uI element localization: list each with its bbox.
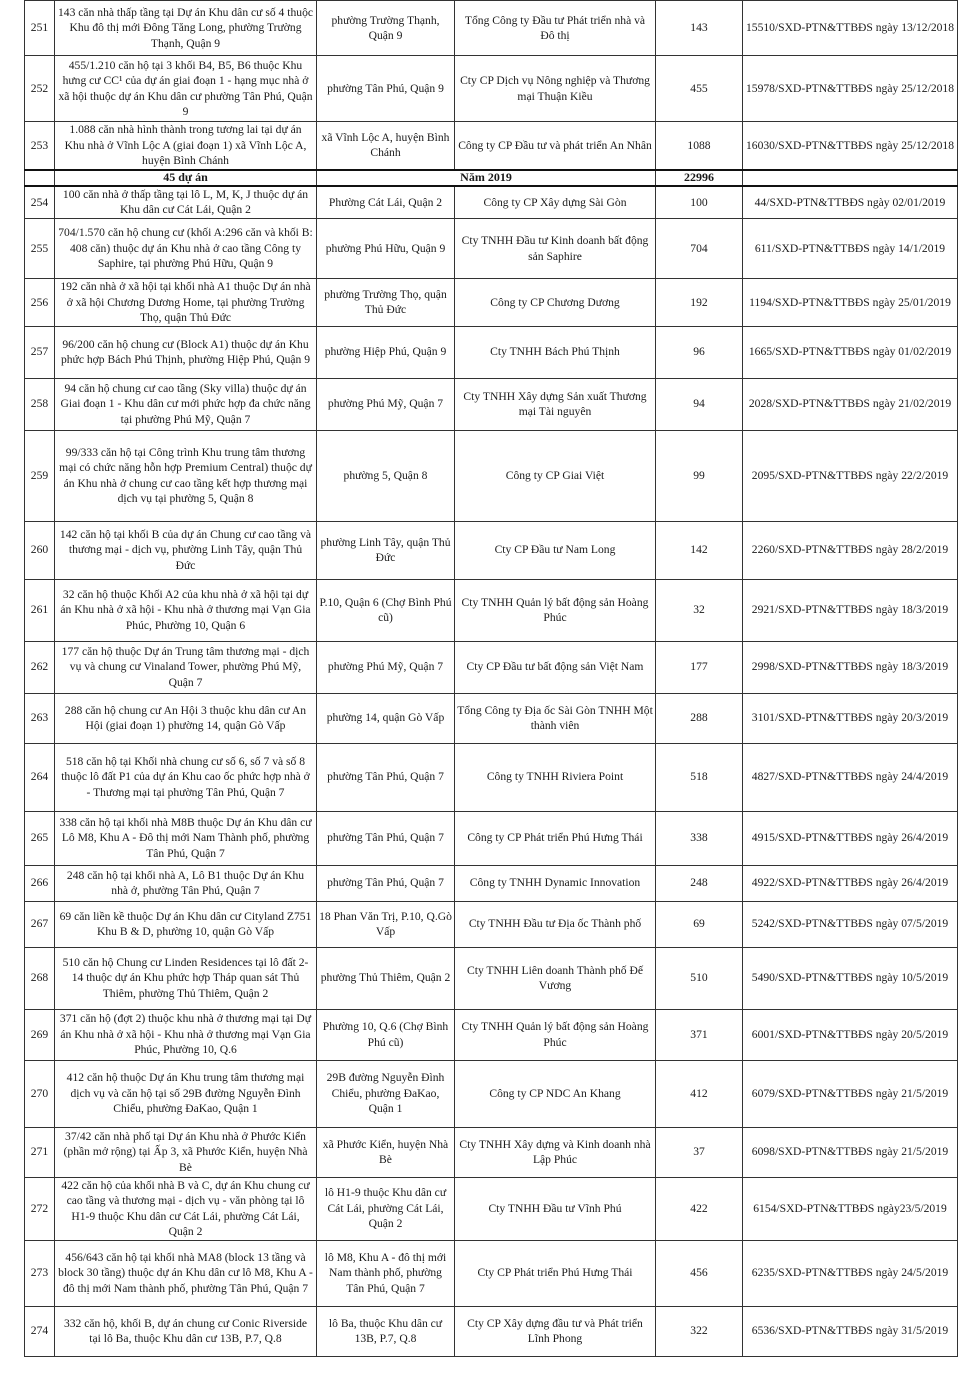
row-number-cell: 252 (25, 56, 55, 122)
project-description-cell: 456/643 căn hộ tại khối nhà MA8 (block 13 tầng và block 30 tầng) thuộc dự án Khu dân cư lô M8, Khu A - đô thị mới Nam thành phố, phường Tân Phú, Quận 7 (55, 1240, 317, 1306)
row-number-cell: 256 (25, 279, 55, 327)
table-row (25, 641, 958, 693)
document-reference-cell: 44/SXD-PTN&TTBĐS ngày 02/01/2019 (743, 186, 958, 219)
investor-cell: Cty TNHH Quản lý bất động sản Hoàng Phúc (455, 579, 656, 641)
document-reference-cell: 4922/SXD-PTN&TTBĐS ngày 26/4/2019 (743, 865, 958, 901)
table-row (25, 122, 958, 170)
unit-count-cell: 338 (656, 811, 743, 865)
location-cell: lô M8, Khu A - đô thị mới Nam thành phố, phường Tân Phú, Quận 7 (317, 1240, 455, 1306)
year-summary-row (25, 170, 958, 186)
unit-count-cell: 322 (656, 1306, 743, 1356)
location-cell: phường Tân Phú, Quận 9 (317, 56, 455, 122)
location-cell: phường Phú Mỹ, Quận 7 (317, 378, 455, 430)
investor-cell: Cty TNHH Đầu tư Kinh doanh bất động sản Saphire (455, 219, 656, 279)
project-description-cell: 100 căn nhà ở thấp tầng tại lô L, M, K, J thuộc dự án Khu dân cư Cát Lái, Quận 2 (55, 186, 317, 219)
table-row (25, 901, 958, 947)
table-row (25, 326, 958, 378)
project-description-cell: 69 căn liền kề thuộc Dự án Khu dân cư Cityland Z751 Khu B & D, phường 10, quận Gò Vấp (55, 901, 317, 947)
project-description-cell: 332 căn hộ, khối B, dự án chung cư Conic Riverside tại lô Ba, thuộc Khu dân cư 13B, P.7, Q.8 (55, 1306, 317, 1356)
project-description-cell: 99/333 căn hộ tại Công trình Khu trung tâm thương mại có chức năng hỗn hợp Premium Central) thuộc dự án Khu nhà ở chung cư cao tầng kết hợp thương mại dịch vụ tại phường 5, Quận 8 (55, 430, 317, 521)
document-reference-cell: 4827/SXD-PTN&TTBĐS ngày 24/4/2019 (743, 743, 958, 811)
table-row (25, 1060, 958, 1127)
document-reference-cell: 3101/SXD-PTN&TTBĐS ngày 20/3/2019 (743, 693, 958, 743)
document-reference-cell: 6001/SXD-PTN&TTBĐS ngày 20/5/2019 (743, 1009, 958, 1060)
unit-count-cell: 37 (656, 1127, 743, 1177)
project-description-cell: 510 căn hộ Chung cư Linden Residences tại lô đất 2-14 thuộc dự án Khu phức hợp Tháp quan sát Thủ Thiêm, phường Thủ Thiêm, Quận 2 (55, 947, 317, 1009)
document-reference-cell: 16030/SXD-PTN&TTBĐS ngày 25/12/2018 (743, 122, 958, 170)
row-number-cell: 260 (25, 521, 55, 579)
unit-count-cell: 142 (656, 521, 743, 579)
document-reference-cell: 5242/SXD-PTN&TTBĐS ngày 07/5/2019 (743, 901, 958, 947)
row-number-cell: 259 (25, 430, 55, 521)
investor-cell: Công ty TNHH Riviera Point (455, 743, 656, 811)
location-cell: P.10, Quận 6 (Chợ Bình Phú cũ) (317, 579, 455, 641)
project-description-cell: 248 căn hộ tại khối nhà A, Lô B1 thuộc Dự án Khu nhà ở, phường Tân Phú, Quận 7 (55, 865, 317, 901)
project-description-cell: 338 căn hộ tại khối nhà M8B thuộc Dự án Khu dân cư Lô M8, Khu A - Đô thị mới Nam Thành phố, phường Tân Phú, Quận 7 (55, 811, 317, 865)
table-row (25, 378, 958, 430)
row-number-cell: 261 (25, 579, 55, 641)
document-reference-cell: 2028/SXD-PTN&TTBĐS ngày 21/02/2019 (743, 378, 958, 430)
table-row (25, 579, 958, 641)
document-page (24, 0, 957, 1357)
document-reference-cell: 2260/SXD-PTN&TTBĐS ngày 28/2/2019 (743, 521, 958, 579)
project-description-cell: 177 căn hộ thuộc Dự án Trung tâm thương mại - dịch vụ và chung cư Vinaland Tower, phường Phú Mỹ, Quận 7 (55, 641, 317, 693)
unit-count-cell: 422 (656, 1177, 743, 1240)
location-cell: phường Thủ Thiêm, Quận 2 (317, 947, 455, 1009)
document-reference-cell: 15510/SXD-PTN&TTBĐS ngày 13/12/2018 (743, 1, 958, 56)
unit-count-cell: 32 (656, 579, 743, 641)
document-reference-cell: 2095/SXD-PTN&TTBĐS ngày 22/2/2019 (743, 430, 958, 521)
investor-cell: Tổng Công ty Địa ốc Sài Gòn TNHH Một thành viên (455, 693, 656, 743)
unit-count-cell: 177 (656, 641, 743, 693)
investor-cell: Công ty CP Chương Dương (455, 279, 656, 327)
location-cell: Phường 10, Q.6 (Chợ Bình Phú cũ) (317, 1009, 455, 1060)
summary-total-cell: 22996 (656, 170, 743, 186)
location-cell: phường 14, quận Gò Vấp (317, 693, 455, 743)
table-body-2018 (25, 1, 958, 170)
row-number-cell: 274 (25, 1306, 55, 1356)
summary-blank-cell (743, 170, 958, 186)
project-description-cell: 32 căn hộ thuộc Khối A2 của khu nhà ở xã hội tại dự án Khu nhà ở xã hội - Khu nhà ở thương mại Vạn Gia Phúc, Phường 10, Quận 6 (55, 579, 317, 641)
row-number-cell: 269 (25, 1009, 55, 1060)
location-cell: phường Tân Phú, Quận 7 (317, 811, 455, 865)
row-number-cell: 263 (25, 693, 55, 743)
investor-cell: Cty CP Xây dựng đầu tư và Phát triển Lĩnh Phong (455, 1306, 656, 1356)
document-reference-cell: 6536/SXD-PTN&TTBĐS ngày 31/5/2019 (743, 1306, 958, 1356)
row-number-cell: 272 (25, 1177, 55, 1240)
unit-count-cell: 510 (656, 947, 743, 1009)
row-number-cell: 258 (25, 378, 55, 430)
location-cell: lô Ba, thuộc Khu dân cư 13B, P.7, Q.8 (317, 1306, 455, 1356)
unit-count-cell: 288 (656, 693, 743, 743)
location-cell: Phường Cát Lái, Quận 2 (317, 186, 455, 219)
investor-cell: Cty CP Đầu tư Nam Long (455, 521, 656, 579)
project-description-cell: 96/200 căn hộ chung cư (Block A1) thuộc dự án Khu phức hợp Bách Phú Thịnh, phường Hiệp Phú, Quận 9 (55, 326, 317, 378)
table-row (25, 1306, 958, 1356)
investor-cell: Công ty CP Đầu tư và phát triển An Nhân (455, 122, 656, 170)
investor-cell: Cty TNHH Xây dựng Sản xuất Thương mại Tài nguyên (455, 378, 656, 430)
document-reference-cell: 6235/SXD-PTN&TTBĐS ngày 24/5/2019 (743, 1240, 958, 1306)
location-cell: phường Phú Hữu, Quận 9 (317, 219, 455, 279)
document-reference-cell: 4915/SXD-PTN&TTBĐS ngày 26/4/2019 (743, 811, 958, 865)
row-number-cell: 254 (25, 186, 55, 219)
row-number-cell: 267 (25, 901, 55, 947)
location-cell: 29B đường Nguyễn Đình Chiểu, phường ĐaKao, Quận 1 (317, 1060, 455, 1127)
investor-cell: Cty CP Dịch vụ Nông nghiệp và Thương mại Thuận Kiều (455, 56, 656, 122)
investor-cell: Cty TNHH Xây dựng và Kinh doanh nhà Lập Phúc (455, 1127, 656, 1177)
row-number-cell: 270 (25, 1060, 55, 1127)
project-description-cell: 192 căn nhà ở xã hội tại khối nhà A1 thuộc Dự án nhà ở xã hội Chương Dương Home, tại phường Trường Thọ, quận Thủ Đức (55, 279, 317, 327)
project-description-cell: 412 căn hộ thuộc Dự án Khu trung tâm thương mại dịch vụ và căn hộ tại số 29B đường Nguyễn Đình Chiểu, phường ĐaKao, Quận 1 (55, 1060, 317, 1127)
table-row (25, 1240, 958, 1306)
table-row (25, 521, 958, 579)
table-body-2019 (25, 186, 958, 1357)
row-number-cell: 273 (25, 1240, 55, 1306)
housing-projects-table (24, 0, 958, 1357)
location-cell: phường Linh Tây, quận Thủ Đức (317, 521, 455, 579)
location-cell: phường Hiệp Phú, Quận 9 (317, 326, 455, 378)
unit-count-cell: 94 (656, 378, 743, 430)
unit-count-cell: 69 (656, 901, 743, 947)
table-row (25, 219, 958, 279)
document-reference-cell: 1665/SXD-PTN&TTBĐS ngày 01/02/2019 (743, 326, 958, 378)
investor-cell: Cty TNHH Đầu tư Địa ốc Thành phố (455, 901, 656, 947)
investor-cell: Tổng Công ty Đầu tư Phát triển nhà và Đô thị (455, 1, 656, 56)
project-description-cell: 37/42 căn nhà phố tại Dự án Khu nhà ở Phước Kiển (phần mở rộng) tại Ấp 3, xã Phước Kiển, huyện Nhà Bè (55, 1127, 317, 1177)
document-reference-cell: 6079/SXD-PTN&TTBĐS ngày 21/5/2019 (743, 1060, 958, 1127)
location-cell: 18 Phan Văn Trị, P.10, Q.Gò Vấp (317, 901, 455, 947)
project-description-cell: 288 căn hộ chung cư An Hội 3 thuộc khu dân cư An Hội (giai đoạn 1) phường 14, quận Gò Vấp (55, 693, 317, 743)
table-row (25, 1009, 958, 1060)
project-description-cell: 94 căn hộ chung cư cao tầng (Sky villa) thuộc dự án Giai đoạn 1 - Khu dân cư mới phức hợp đa chức năng tại phường Phú Mỹ, Quận 7 (55, 378, 317, 430)
row-number-cell: 271 (25, 1127, 55, 1177)
unit-count-cell: 99 (656, 430, 743, 521)
project-description-cell: 518 căn hộ tại Khối nhà chung cư số 6, số 7 và số 8 thuộc lô đất P1 của dự án Khu cao ốc phức hợp nhà ở - Thương mại tại phường Tân Phú, Quận 7 (55, 743, 317, 811)
row-number-cell: 251 (25, 1, 55, 56)
row-number-cell: 262 (25, 641, 55, 693)
table-row (25, 56, 958, 122)
unit-count-cell: 100 (656, 186, 743, 219)
investor-cell: Công ty CP NDC An Khang (455, 1060, 656, 1127)
location-cell: phường 5, Quận 8 (317, 430, 455, 521)
unit-count-cell: 518 (656, 743, 743, 811)
investor-cell: Cty CP Đầu tư bất động sản Việt Nam (455, 641, 656, 693)
location-cell: phường Trường Thạnh, Quận 9 (317, 1, 455, 56)
summary-year-cell: Năm 2019 (317, 170, 656, 186)
unit-count-cell: 192 (656, 279, 743, 327)
unit-count-cell: 704 (656, 219, 743, 279)
table-row (25, 811, 958, 865)
document-reference-cell: 5490/SXD-PTN&TTBĐS ngày 10/5/2019 (743, 947, 958, 1009)
investor-cell: Cty TNHH Quản lý bất động sản Hoàng Phúc (455, 1009, 656, 1060)
investor-cell: Công ty TNHH Dynamic Innovation (455, 865, 656, 901)
investor-cell: Công ty CP Xây dựng Sài Gòn (455, 186, 656, 219)
summary-blank-cell (25, 170, 55, 186)
investor-cell: Công ty CP Giai Việt (455, 430, 656, 521)
table-row (25, 1127, 958, 1177)
unit-count-cell: 143 (656, 1, 743, 56)
project-description-cell: 142 căn hộ tại khối B của dự án Chung cư cao tầng và thương mại - dịch vụ, phường Linh Tây, quận Thủ Đức (55, 521, 317, 579)
row-number-cell: 253 (25, 122, 55, 170)
location-cell: xã Vĩnh Lộc A, huyện Bình Chánh (317, 122, 455, 170)
project-description-cell: 371 căn hộ (đợt 2) thuộc khu nhà ở thương mại tại Dự án Khu nhà ở xã hội - Khu nhà ở thương mại Vạn Gia Phúc, Phường 10, Q.6 (55, 1009, 317, 1060)
table-row (25, 1177, 958, 1240)
row-number-cell: 265 (25, 811, 55, 865)
unit-count-cell: 1088 (656, 122, 743, 170)
document-reference-cell: 1194/SXD-PTN&TTBĐS ngày 25/01/2019 (743, 279, 958, 327)
document-reference-cell: 15978/SXD-PTN&TTBĐS ngày 25/12/2018 (743, 56, 958, 122)
document-reference-cell: 611/SXD-PTN&TTBĐS ngày 14/1/2019 (743, 219, 958, 279)
investor-cell: Cty TNHH Liên doanh Thành phố Đế Vương (455, 947, 656, 1009)
table-row (25, 186, 958, 219)
unit-count-cell: 371 (656, 1009, 743, 1060)
summary-projects-cell: 45 dự án (55, 170, 317, 186)
document-reference-cell: 6098/SXD-PTN&TTBĐS ngày 21/5/2019 (743, 1127, 958, 1177)
location-cell: phường Tân Phú, Quận 7 (317, 865, 455, 901)
unit-count-cell: 248 (656, 865, 743, 901)
investor-cell: Cty CP Phát triển Phú Hưng Thái (455, 1240, 656, 1306)
investor-cell: Cty TNHH Bách Phú Thịnh (455, 326, 656, 378)
table-body-summary (25, 170, 958, 186)
project-description-cell: 1.088 căn nhà hình thành trong tương lai tại dự án Khu nhà ở Vĩnh Lộc A (giai đoạn 1) xã Vĩnh Lộc A, huyện Bình Chánh (55, 122, 317, 170)
table-row (25, 865, 958, 901)
table-row (25, 693, 958, 743)
table-row (25, 279, 958, 327)
document-reference-cell: 2998/SXD-PTN&TTBĐS ngày 18/3/2019 (743, 641, 958, 693)
document-reference-cell: 6154/SXD-PTN&TTBĐS ngày23/5/2019 (743, 1177, 958, 1240)
table-row (25, 430, 958, 521)
table-row (25, 947, 958, 1009)
location-cell: lô H1-9 thuộc Khu dân cư Cát Lái, phường Cát Lái, Quận 2 (317, 1177, 455, 1240)
row-number-cell: 268 (25, 947, 55, 1009)
location-cell: phường Tân Phú, Quận 7 (317, 743, 455, 811)
table-row (25, 743, 958, 811)
unit-count-cell: 456 (656, 1240, 743, 1306)
location-cell: xã Phước Kiển, huyện Nhà Bè (317, 1127, 455, 1177)
investor-cell: Công ty CP Phát triển Phú Hưng Thái (455, 811, 656, 865)
investor-cell: Cty TNHH Đầu tư Vĩnh Phú (455, 1177, 656, 1240)
row-number-cell: 266 (25, 865, 55, 901)
location-cell: phường Trường Thọ, quận Thủ Đức (317, 279, 455, 327)
project-description-cell: 455/1.210 căn hộ tại 3 khối B4, B5, B6 thuộc Khu hưng cư CC¹ của dự án giai đoạn 1 - hạng mục nhà ở xã hội thuộc dự án Khu dân cư phường Tân Phú, Quận 9 (55, 56, 317, 122)
table-row (25, 1, 958, 56)
project-description-cell: 704/1.570 căn hộ chung cư (khối A:296 căn và khối B: 408 căn) thuộc dự án Khu nhà ở cao tầng Công ty Saphire, tại phường Phú Hữu, Quận 9 (55, 219, 317, 279)
unit-count-cell: 96 (656, 326, 743, 378)
row-number-cell: 257 (25, 326, 55, 378)
row-number-cell: 264 (25, 743, 55, 811)
project-description-cell: 143 căn nhà thấp tầng tại Dự án Khu dân cư số 4 thuộc Khu đô thị mới Đông Tăng Long, phường Trường Thạnh, Quận 9 (55, 1, 317, 56)
location-cell: phường Phú Mỹ, Quận 7 (317, 641, 455, 693)
project-description-cell: 422 căn hộ của khối nhà B và C, dự án Khu chung cư cao tầng và thương mại - dịch vụ - văn phòng tại lô H1-9 thuộc Khu dân cư Cát Lái, phường Cát Lái, Quận 2 (55, 1177, 317, 1240)
unit-count-cell: 455 (656, 56, 743, 122)
row-number-cell: 255 (25, 219, 55, 279)
unit-count-cell: 412 (656, 1060, 743, 1127)
document-reference-cell: 2921/SXD-PTN&TTBĐS ngày 18/3/2019 (743, 579, 958, 641)
